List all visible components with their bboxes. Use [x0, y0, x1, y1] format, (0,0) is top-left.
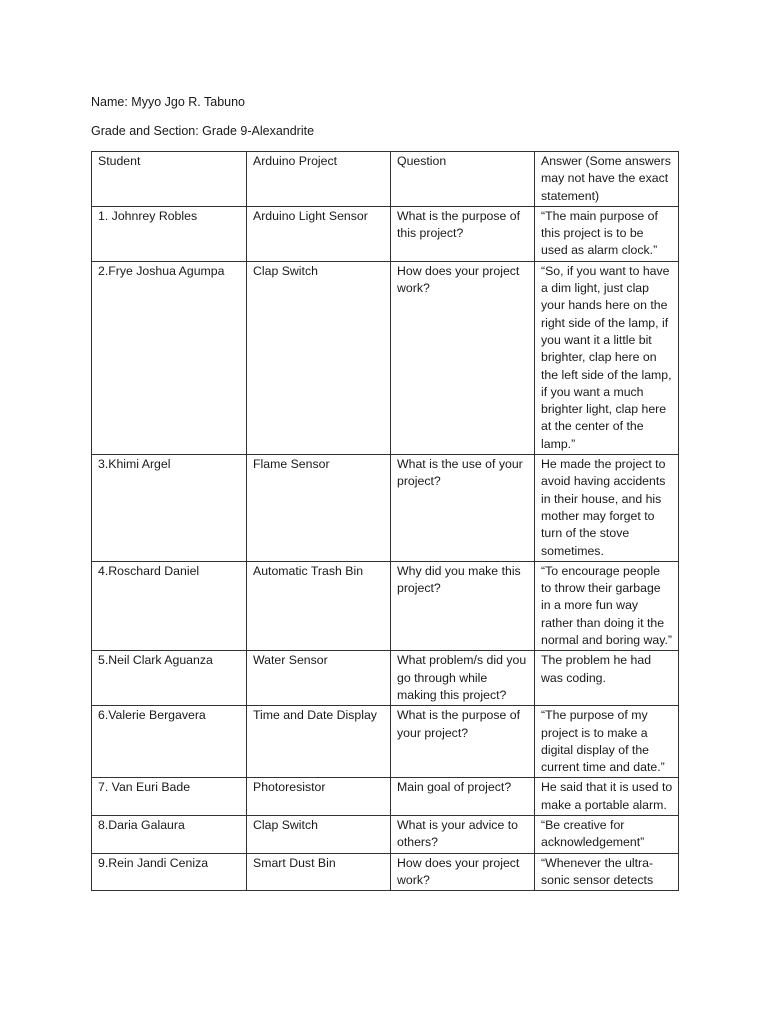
student-cell: 8.Daria Galaura — [92, 815, 247, 853]
project-cell: Water Sensor — [247, 651, 391, 706]
interview-table — [91, 151, 679, 891]
student-cell: 9.Rein Jandi Ceniza — [92, 853, 247, 891]
student-cell: 1. Johnrey Robles — [92, 206, 247, 261]
question-cell: How does your project work? — [391, 853, 535, 891]
project-cell: Clap Switch — [247, 815, 391, 853]
table-row — [92, 778, 679, 816]
column-header-project: Arduino Project — [247, 152, 391, 207]
table-row — [92, 206, 679, 261]
question-cell: What is the purpose of your project? — [391, 706, 535, 778]
project-cell: Smart Dust Bin — [247, 853, 391, 891]
project-cell: Clap Switch — [247, 261, 391, 454]
student-cell: 5.Neil Clark Aguanza — [92, 651, 247, 706]
answer-cell: “So, if you want to have a dim light, just clap your hands here on the right side of the lamp, if you want it a little bit brighter, clap here on the left side of the lamp, if you want a much brighter light, clap here at the center of the lamp.” — [535, 261, 679, 454]
table-row — [92, 561, 679, 650]
answer-cell: “The main purpose of this project is to be used as alarm clock.” — [535, 206, 679, 261]
table-row — [92, 455, 679, 562]
table-row — [92, 651, 679, 706]
project-cell: Flame Sensor — [247, 455, 391, 562]
project-cell: Arduino Light Sensor — [247, 206, 391, 261]
table-row — [92, 815, 679, 853]
grade-section-label: Grade and Section: Grade 9-Alexandrite — [91, 124, 315, 138]
answer-cell: “To encourage people to throw their garbage in a more fun way rather than doing it the normal and boring way.” — [535, 561, 679, 650]
answer-cell: He made the project to avoid having accidents in their house, and his mother may forget to turn of the stove sometimes. — [535, 455, 679, 562]
answer-cell: “Be creative for acknowledgement” — [535, 815, 679, 853]
question-cell: What is your advice to others? — [391, 815, 535, 853]
table-header-row — [92, 152, 679, 207]
project-cell: Photoresistor — [247, 778, 391, 816]
student-cell: 6.Valerie Bergavera — [92, 706, 247, 778]
table-row — [92, 706, 679, 778]
student-name-label: Name: Myyo Jgo R. Tabuno — [91, 95, 246, 109]
student-cell: 2.Frye Joshua Agumpa — [92, 261, 247, 454]
column-header-student: Student — [92, 152, 247, 207]
student-cell: 7. Van Euri Bade — [92, 778, 247, 816]
question-cell: Why did you make this project? — [391, 561, 535, 650]
project-cell: Time and Date Display — [247, 706, 391, 778]
question-cell: What problem/s did you go through while making this project? — [391, 651, 535, 706]
student-cell: 3.Khimi Argel — [92, 455, 247, 562]
question-cell: What is the purpose of this project? — [391, 206, 535, 261]
student-cell: 4.Roschard Daniel — [92, 561, 247, 650]
answer-cell: “Whenever the ultra-sonic sensor detects — [535, 853, 679, 891]
question-cell: Main goal of project? — [391, 778, 535, 816]
column-header-answer: Answer (Some answers may not have the exact statement) — [535, 152, 679, 207]
answer-cell: The problem he had was coding. — [535, 651, 679, 706]
table-row — [92, 261, 679, 454]
question-cell: What is the use of your project? — [391, 455, 535, 562]
answer-cell: He said that it is used to make a portable alarm. — [535, 778, 679, 816]
table-row — [92, 853, 679, 891]
question-cell: How does your project work? — [391, 261, 535, 454]
column-header-question: Question — [391, 152, 535, 207]
project-cell: Automatic Trash Bin — [247, 561, 391, 650]
answer-cell: “The purpose of my project is to make a digital display of the current time and date.” — [535, 706, 679, 778]
